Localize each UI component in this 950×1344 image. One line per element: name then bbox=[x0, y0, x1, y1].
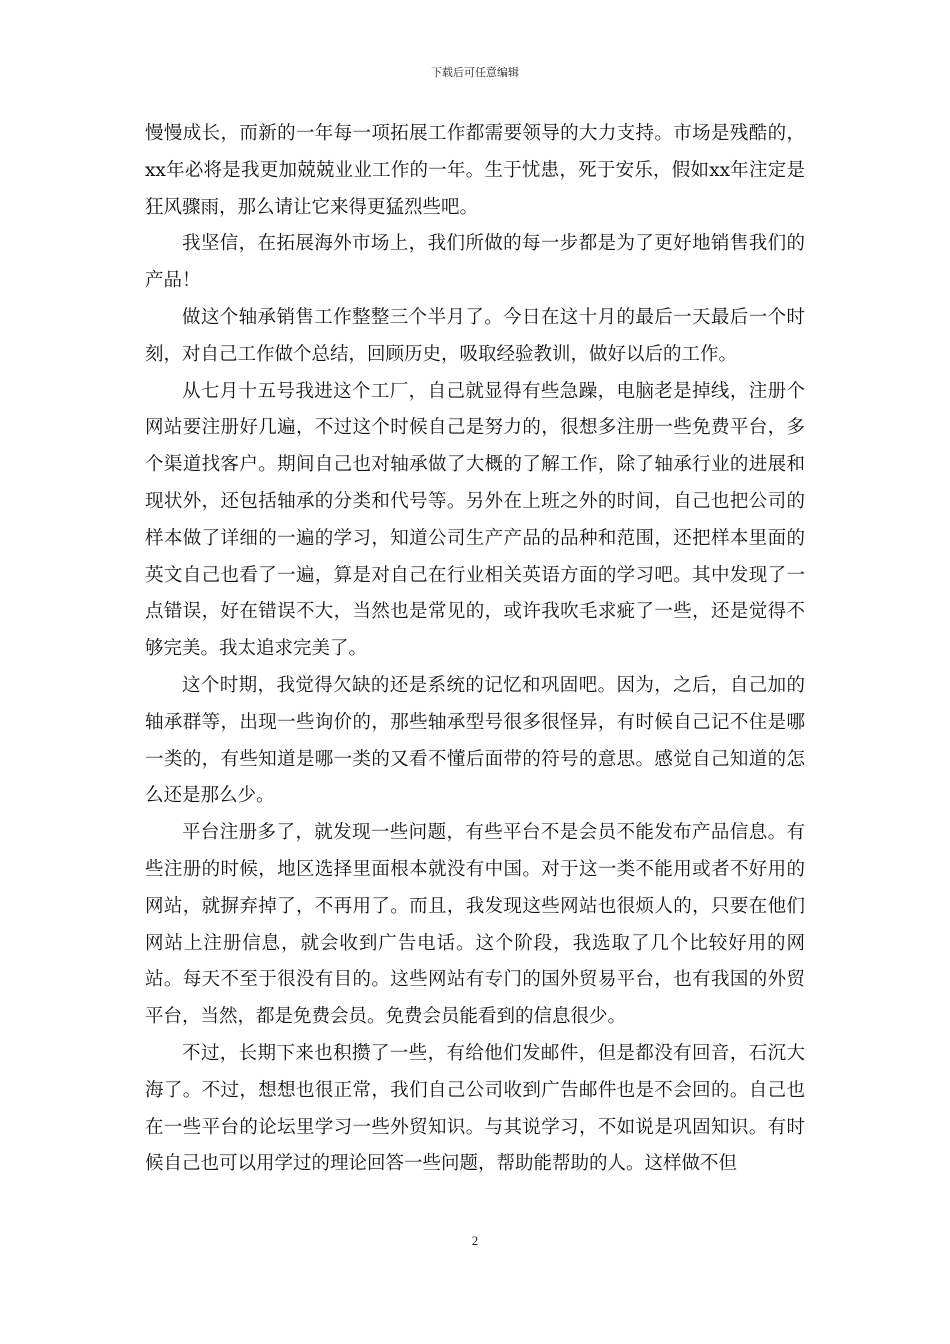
paragraph-6: 平台注册多了，就发现一些问题，有些平台不是会员不能发布产品信息。有些注册的时候，地区选择里面根本就没有中国。对于这一类不能用或者不好用的网站，就摒弃掉了，不再用了。而且，我发现这些网站也很烦人的，只要在他们网站上注册信息，就会收到广告电话。这个阶段，我选取了几个比较好用的网站。每天不至于很没有目的。这些网站有专门的国外贸易平台，也有我国的外贸平台，当然，都是免费会员。免费会员能看到的信息很少。 bbox=[145, 822, 805, 1028]
page-number: 2 bbox=[471, 1233, 479, 1248]
page-header: 下载后可任意编辑 bbox=[431, 66, 519, 79]
document-body bbox=[145, 116, 805, 1183]
paragraph-2: 我坚信，在拓展海外市场上，我们所做的每一步都是为了更好地销售我们的产品！ bbox=[145, 233, 805, 292]
paragraph-3: 做这个轴承销售工作整整三个半月了。今日在这十月的最后一天最后一个时刻，对自己工作做个总结，回顾历史，吸取经验教训，做好以后的工作。 bbox=[145, 306, 805, 365]
paragraph-4: 从七月十五号我进这个工厂，自己就显得有些急躁，电脑老是掉线，注册个网站要注册好几遍，不过这个时候自己是努力的，很想多注册一些免费平台，多个渠道找客户。期间自己也对轴承做了大概的了解工作，除了轴承行业的进展和现状外，还包括轴承的分类和代号等。另外在上班之外的时间，自己也把公司的样本做了详细的一遍的学习，知道公司生产产品的品种和范围，还把样本里面的英文自己也看了一遍，算是对自己在行业相关英语方面的学习吧。其中发现了一点错误，好在错误不大，当然也是常见的，或许我吹毛求疵了一些，还是觉得不够完美。我太追求完美了。 bbox=[145, 380, 805, 660]
paragraph-5: 这个时期，我觉得欠缺的还是系统的记忆和巩固吧。因为，之后，自己加的轴承群等，出现一些询价的，那些轴承型号很多很怪异，有时候自己记不住是哪一类的，有些知道是哪一类的又看不懂后面带的符号的意思。感觉自己知道的怎么还是那么少。 bbox=[145, 674, 805, 807]
paragraph-7: 不过，长期下来也积攒了一些，有给他们发邮件，但是都没有回音，石沉大海了。不过，想想也很正常，我们自己公司收到广告邮件也是不会回的。自己也在一些平台的论坛里学习一些外贸知识。与其说学习，不如说是巩固知识。有时候自己也可以用学过的理论回答一些问题，帮助能帮助的人。这样做不但 bbox=[145, 1042, 805, 1175]
paragraph-1: 慢慢成长，而新的一年每一项拓展工作都需要领导的大力支持。市场是残酷的，xx年必将是我更加兢兢业业工作的一年。生于忧患，死于安乐，假如xx年注定是狂风骤雨，那么请让它来得更猛烈些吧。 bbox=[145, 123, 805, 218]
